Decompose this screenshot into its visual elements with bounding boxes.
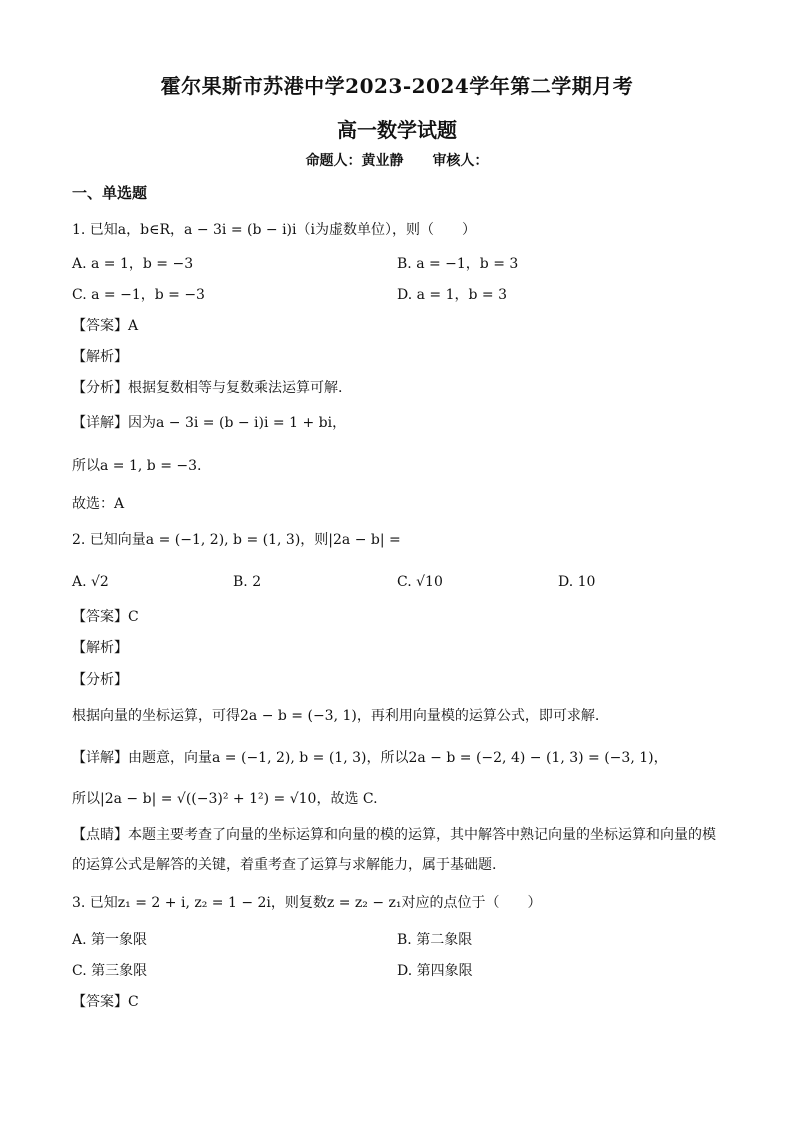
q3-option-c: C. 第三象限 [72, 963, 148, 979]
reviewer: 审核人： [432, 153, 489, 169]
q3-stem: 3. 已知z₁ = 2 + i, z₂ = 1 − 2i，则复数z = z₂ − z₁对应的点位于（ ） [72, 895, 542, 911]
q2-stem: 2. 已知向量a = (−1, 2), b = (1, 3)，则|2a − b| = [72, 532, 401, 548]
q2-suoyi: 所以|2a − b| = √((−3)² + 1²) = √10，故选 C. [72, 791, 378, 807]
authors-line [0, 150, 794, 170]
q1-xiangjie: 【详解】因为a − 3i = (b − i)i = 1 + bi， [72, 415, 347, 431]
exam-subtitle: 高一数学试题 [337, 118, 457, 142]
q1-jiexi: 【解析】 [72, 349, 128, 365]
q3-option-d: D. 第四象限 [397, 963, 473, 979]
q1-option-c: C. a = −1，b = −3 [72, 287, 205, 303]
q3-option-a: A. 第一象限 [72, 932, 148, 948]
q2-answer: 【答案】C [72, 609, 139, 625]
q1-option-d: D. a = 1，b = 3 [397, 287, 508, 303]
q2-dianjing: 【点睛】本题主要考查了向量的坐标运算和向量的模的运算，其中解答中熟记向量的坐标运算和向量的模的运算公式是解答的关键，着重考查了运算与求解能力，属于基础题. [72, 827, 716, 873]
setter: 命题人：黄业静 [305, 153, 404, 169]
q3-answer: 【答案】C [72, 994, 139, 1010]
q2-jiexi: 【解析】 [72, 640, 128, 656]
q2-fenxi-body: 根据向量的坐标运算，可得2a − b = (−3, 1)，再利用向量模的运算公式，即可求解. [72, 708, 600, 724]
q2-option-a: A. √2 [72, 574, 109, 590]
q2-option-c: C. √10 [397, 574, 443, 590]
q1-stem: 1. 已知a，b∈R，a − 3i = (b − i)i（i为虚数单位），则（ ） [72, 222, 476, 238]
q1-suoyi: 所以a = 1, b = −3. [72, 458, 202, 474]
section-heading: 一、单选题 [72, 184, 148, 202]
q1-option-b: B. a = −1，b = 3 [397, 256, 519, 272]
q1-fenxi: 【分析】根据复数相等与复数乘法运算可解. [72, 380, 343, 396]
exam-title: 霍尔果斯市苏港中学2023-2024学年第二学期月考 [160, 74, 634, 98]
q1-answer: 【答案】A [72, 318, 139, 334]
q3-option-b: B. 第二象限 [397, 932, 473, 948]
q2-xiangjie: 【详解】由题意，向量a = (−1, 2), b = (1, 3)，所以2a − b = (−2, 4) − (1, 3) = (−3, 1)， [72, 750, 668, 766]
q2-fenxi: 【分析】 [72, 672, 128, 688]
q2-option-b: B. 2 [233, 574, 262, 590]
q1-option-a: A. a = 1，b = −3 [72, 256, 194, 272]
q2-option-d: D. 10 [558, 574, 596, 590]
q1-guxuan: 故选：A [72, 496, 125, 512]
